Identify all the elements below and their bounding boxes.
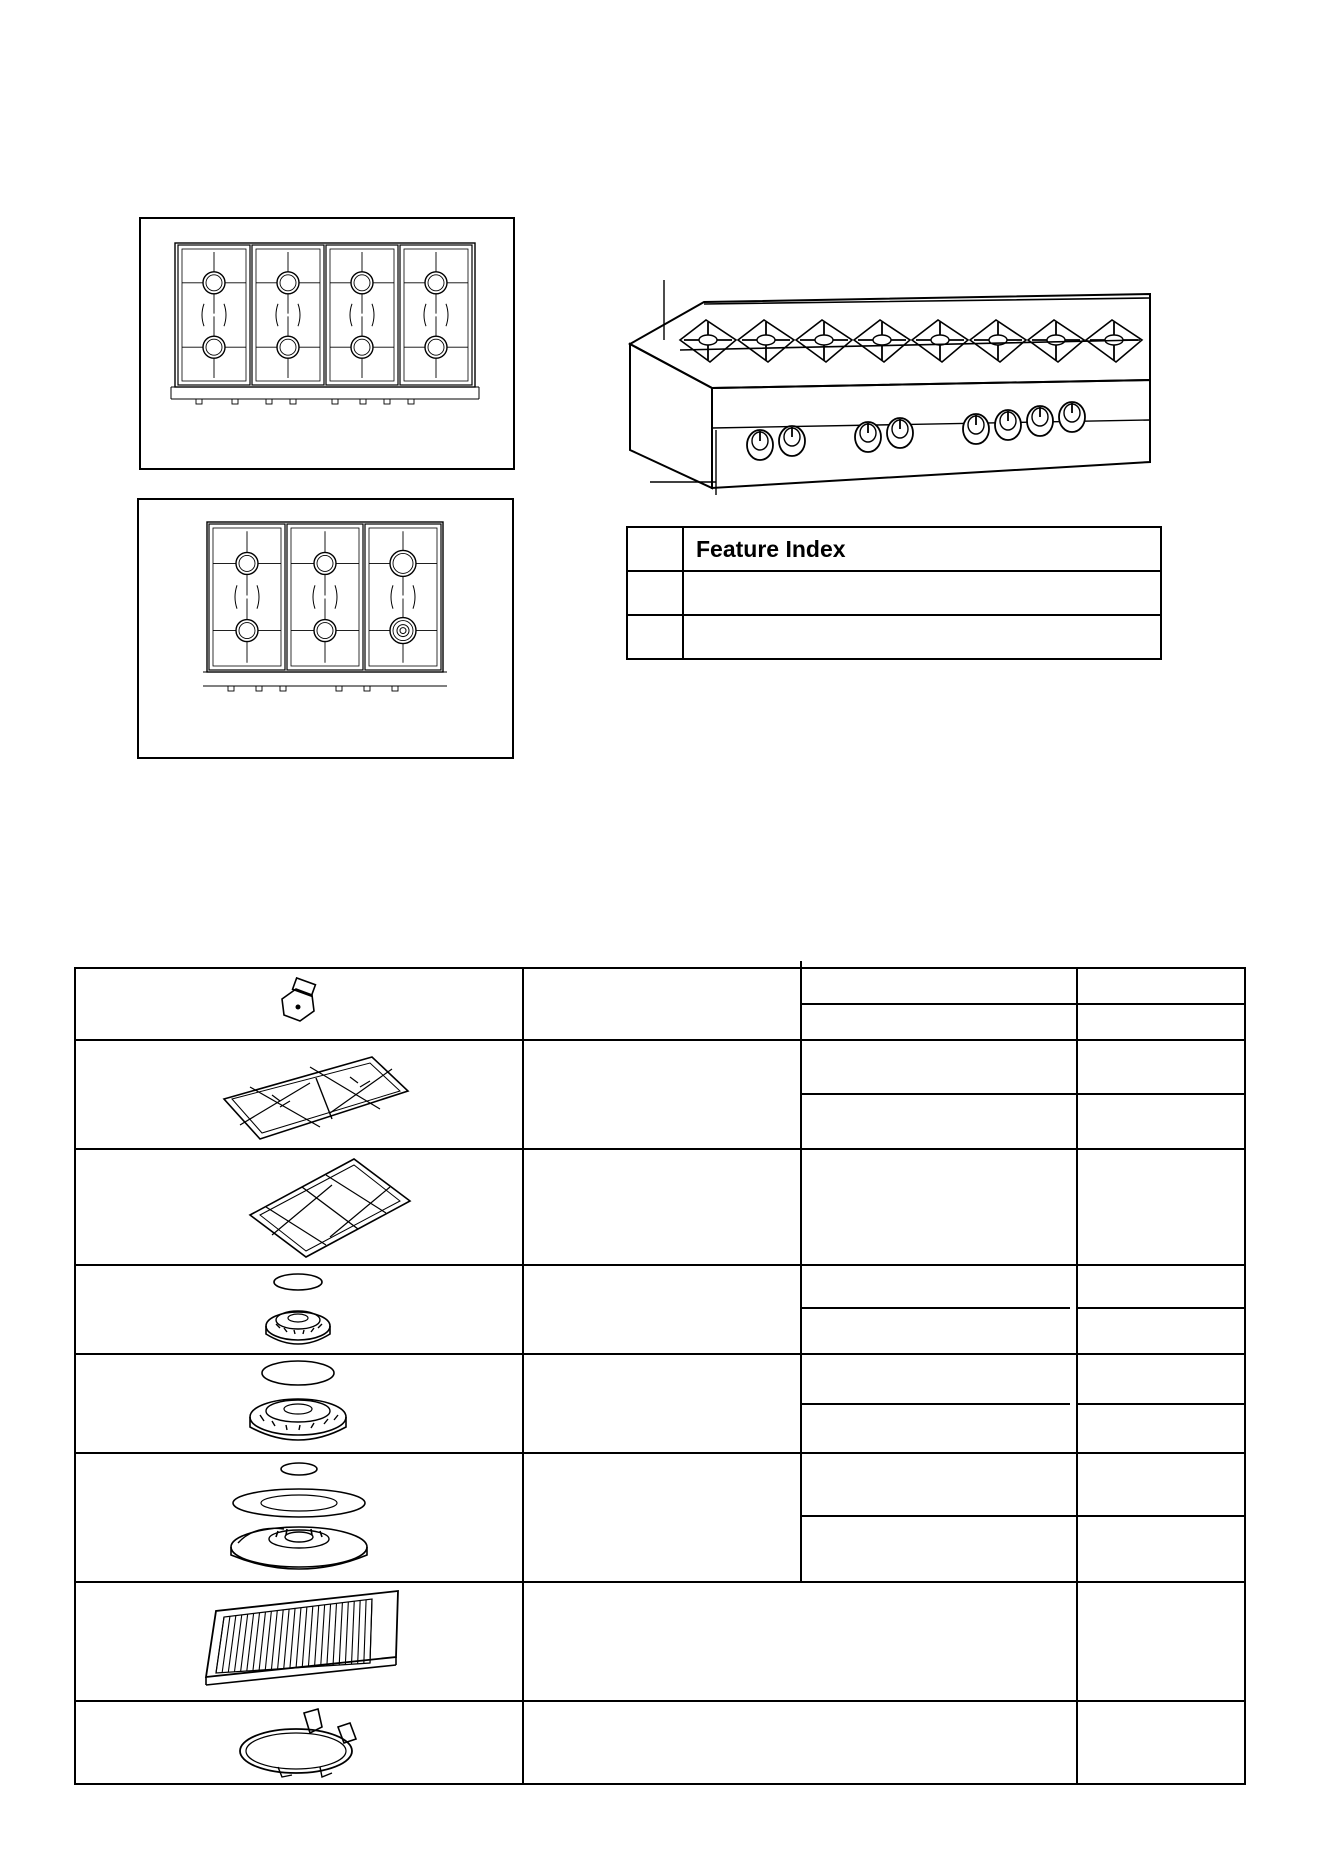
orifice-icon	[274, 977, 324, 1031]
feature-index-label	[683, 615, 1161, 659]
part-image-large-burner	[224, 1457, 374, 1577]
part-image-small-burner	[260, 1268, 336, 1350]
part-image-grate-pair	[220, 1047, 410, 1143]
feature-index-header-row	[627, 527, 1161, 571]
griddle-icon	[202, 1587, 402, 1697]
eight-burner-top-view	[139, 217, 515, 470]
feature-index-num	[627, 615, 683, 659]
six-burner-diagram-icon	[139, 500, 512, 757]
part-image-medium-burner	[244, 1357, 352, 1449]
small-burner-icon	[260, 1268, 336, 1350]
parts-table	[74, 967, 1246, 1785]
feature-index-row	[627, 571, 1161, 615]
medium-burner-icon	[244, 1357, 352, 1449]
feature-index-title: Feature Index	[683, 527, 1161, 571]
part-image-griddle	[202, 1587, 402, 1697]
rangetop-drawing-icon	[620, 260, 1180, 510]
wok-ring-icon	[234, 1705, 364, 1781]
feature-index-header-num	[627, 527, 683, 571]
large-burner-icon	[224, 1457, 374, 1577]
part-image-grate-pair-angled	[246, 1155, 414, 1259]
eight-burner-diagram-icon	[141, 219, 513, 468]
rangetop-perspective-view	[620, 260, 1180, 510]
feature-index-num	[627, 571, 683, 615]
feature-index-table	[626, 526, 1162, 660]
part-image-wok-ring	[234, 1705, 364, 1781]
feature-index-label	[683, 571, 1161, 615]
feature-index-row	[627, 615, 1161, 659]
grate-pair-icon	[220, 1047, 410, 1143]
part-image-orifice	[274, 977, 324, 1031]
grate-pair-angled-icon	[246, 1155, 414, 1259]
six-burner-top-view	[137, 498, 514, 759]
